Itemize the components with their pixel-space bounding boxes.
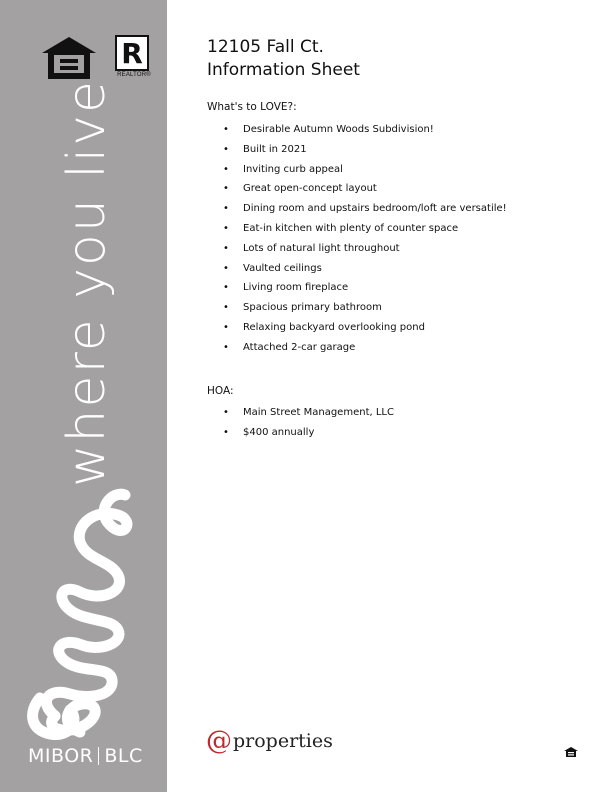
mibor-text: MIBOR [28,745,94,767]
list-item-text: Desirable Autumn Woods Subdivision! [243,124,434,135]
list-item-text: Living room fireplace [243,282,349,294]
bullet-icon: • [223,242,229,254]
list-item-text: Vaulted ceilings [243,262,322,274]
list-item [207,160,507,180]
list-item [207,199,507,219]
tagline: where you live [57,79,117,487]
bullet-icon: • [223,183,229,195]
bullet-icon: • [223,302,229,314]
love-list [207,120,507,358]
list-item-text: Eat-in kitchen with plenty of counter space [243,222,459,234]
list-item-text: Relaxing backyard overlooking pond [243,321,425,333]
list-item-text: Lots of natural light throughout [243,242,400,254]
bullet-icon: • [223,222,229,234]
bullet-icon: • [223,341,229,353]
love-heading: What's to LOVE?: [207,101,297,113]
list-item-text: Great open-concept layout [243,183,377,195]
sidebar-panel [0,0,167,792]
bullet-icon: • [223,426,229,438]
list-item [207,403,394,423]
list-item [207,278,507,298]
at-properties-logo [206,728,333,754]
at-symbol: @ [206,726,232,756]
list-item [207,423,394,443]
bullet-icon: • [223,321,229,333]
list-item [207,298,507,318]
hoa-list [207,403,394,443]
bullet-icon: • [223,262,229,274]
list-item [207,120,507,140]
list-item [207,338,507,358]
bullet-icon: • [223,124,229,135]
list-item-text: Main Street Management, LLC [243,407,394,418]
list-item-text: Inviting curb appeal [243,163,343,175]
list-item-text: $400 annually [243,426,315,438]
title-subtitle: Information Sheet [207,60,360,80]
list-item [207,318,507,338]
list-item [207,140,507,160]
list-item [207,259,507,279]
love-script-logo [0,480,167,740]
bullet-icon: • [223,407,229,418]
list-item-text: Dining room and upstairs bedroom/loft are versatile! [243,203,507,215]
realtor-icon: R REALTOR® [115,35,153,81]
equal-housing-icon [40,35,98,81]
list-item-text: Built in 2021 [243,143,307,155]
list-item [207,239,507,259]
blc-text: BLC [104,745,143,767]
list-item-text: Spacious primary bathroom [243,302,382,314]
equal-housing-small-icon [564,747,578,757]
bullet-icon: • [223,163,229,175]
list-item [207,219,507,239]
realtor-mark: REALTOR® [117,72,151,78]
page-title [207,36,360,82]
bullet-icon: • [223,282,229,294]
list-item [207,179,507,199]
hoa-heading: HOA: [207,385,234,397]
list-item-text: Attached 2-car garage [243,341,356,353]
bullet-icon: • [223,143,229,155]
bullet-icon: • [223,203,229,215]
title-address: 12105 Fall Ct. [207,37,324,57]
properties-text: properties [233,730,333,752]
mibor-blc-logo [28,745,143,767]
